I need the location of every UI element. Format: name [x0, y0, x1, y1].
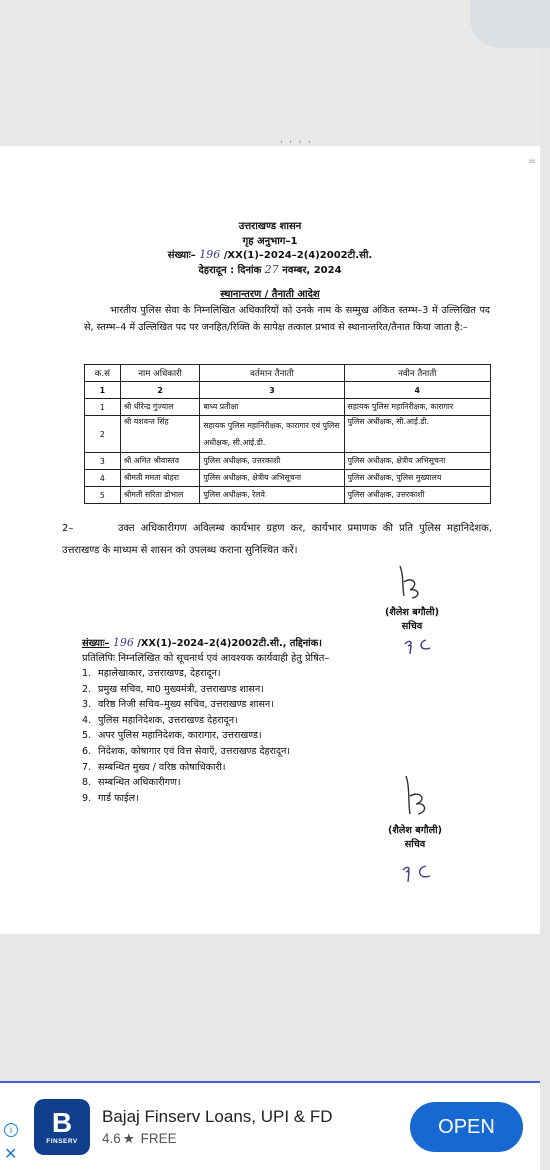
- document-page: [0, 140, 540, 934]
- ad-rating-line: [102, 1131, 177, 1147]
- cell-name: श्री अमित श्रीवास्तव: [120, 453, 200, 470]
- list-item-text: महालेखाकार, उत्तराखण्ड, देहरादून।: [98, 668, 221, 679]
- logo-letter: B: [51, 1106, 73, 1138]
- list-item-number: 9.: [82, 792, 92, 804]
- copy-ref-handwritten: 196: [112, 636, 134, 649]
- date-handwritten: 27: [264, 263, 279, 276]
- cell-sno: 4: [85, 470, 121, 487]
- list-item-text: सम्बन्धित अधिकारीगण।: [98, 777, 181, 789]
- cell-sno: 1: [85, 399, 121, 416]
- cell-sno: 2: [85, 416, 121, 453]
- cell-new: पुलिस अधीक्षक, सी.आई.डी.: [344, 416, 491, 453]
- list-item-number: 8.: [82, 777, 92, 789]
- list-item-number: 2.: [82, 683, 92, 695]
- list-item-text: निदेशक, कोषागार एवं वित्त सेवाएँ, उत्तराखण्ड देहरादून।: [98, 745, 291, 757]
- header-sno: क.सं: [85, 365, 121, 382]
- list-item: [82, 791, 290, 807]
- list-item-text: अपर पुलिस महानिदेशक, कारागार, उत्तराखण्ड।: [98, 730, 262, 742]
- cell-sno: 5: [85, 487, 121, 504]
- scroll-marker: =: [527, 156, 536, 167]
- copy-list: [82, 666, 290, 806]
- signature-scribble-1: [392, 562, 432, 602]
- logo-text: FINSERV: [46, 1137, 78, 1145]
- signatory-name: (शैलेश बगौली): [384, 607, 439, 618]
- table-number-row: [85, 382, 491, 399]
- copy-intro: प्रतिलिपिः निम्नलिखित को सूचनार्थ एवं आवश्यक कार्यवाही हेतु प्रेषित–: [82, 653, 330, 664]
- ref-suffix: /XX(1)–2024–2(4)2002टी.सी.: [223, 250, 373, 261]
- para-2-number: 2–: [62, 523, 74, 534]
- list-item-number: 5.: [82, 730, 92, 742]
- header-current: वर्तमान तैनाती: [200, 365, 344, 382]
- table-row: [85, 399, 491, 416]
- date-suffix: नवम्बर, 2024: [282, 265, 342, 276]
- table-row: [85, 416, 491, 453]
- transfer-table: [84, 364, 491, 504]
- cell-new: पुलिस अधीक्षक, उत्तरकाशी: [344, 487, 491, 504]
- ref-handwritten: 196: [199, 248, 221, 261]
- ad-price: FREE: [140, 1131, 177, 1146]
- list-item-text: सम्बन्धित मुख्य / वरिष्ठ कोषाधिकारी।: [98, 761, 226, 773]
- cell-name: श्रीमती सरिता डोभाल: [120, 487, 200, 504]
- open-button[interactable]: OPEN: [410, 1102, 523, 1152]
- list-item-number: 3.: [82, 699, 92, 711]
- dept-heading: गृह अनुभाग–1: [242, 236, 298, 247]
- signatory-1: [372, 606, 452, 634]
- cell-new: सहायक पुलिस महानिरीक्षक, कारागार: [344, 399, 491, 416]
- place-date-prefix: देहरादून : दिनांक: [198, 265, 262, 276]
- signatory-title: सचिव: [401, 621, 423, 632]
- copy-ref: [82, 636, 322, 649]
- app-logo[interactable]: [34, 1099, 90, 1155]
- close-icon[interactable]: ✕: [4, 1146, 18, 1163]
- table-row: [85, 470, 491, 487]
- col-number: 1: [85, 382, 121, 399]
- para-2: [62, 518, 492, 562]
- star-icon: ★: [122, 1131, 135, 1146]
- gov-heading: उत्तराखण्ड शासन: [238, 221, 302, 232]
- copy-ref-suffix: /XX(1)–2024–2(4)2002टी.सी., तद्दिनांक।: [137, 638, 322, 649]
- cell-current: पुलिस अधीक्षक, क्षेत्रीय अभिसूचना: [200, 470, 344, 487]
- list-item: [82, 775, 290, 791]
- col-number: 2: [120, 382, 200, 399]
- cell-new: पुलिस अधीक्षक, पुलिस मुख्यालय: [344, 470, 491, 487]
- intro-text: भारतीय पुलिस सेवा के निम्नलिखित अधिकारियों को उनके नाम के सम्मुख अंकित स्तम्भ–3 में उल्लिखित पद से, स्तम्भ–4 में उल्लिखित पद पर जनहित/रिक्ति के सापेक्ष तत्काल प्रभाव से स्थानान्तरित/तैनात किया जाता है:–: [84, 305, 490, 333]
- list-item: [82, 744, 290, 760]
- ref-number: [0, 247, 540, 261]
- list-item-number: 7.: [82, 761, 92, 773]
- signature-scribble-2: [398, 774, 438, 818]
- place-date: [0, 262, 540, 276]
- cell-current: बाध्य प्रतीक्षा: [200, 399, 344, 416]
- cell-name: श्री धीरेन्द्र गुंज्याल: [120, 399, 200, 416]
- info-icon[interactable]: i: [4, 1123, 18, 1137]
- intro-paragraph: [84, 302, 490, 336]
- cell-sno: 3: [85, 453, 121, 470]
- cell-current: पुलिस अधीक्षक, उत्तरकाशी: [200, 453, 344, 470]
- list-item-number: 4.: [82, 714, 92, 726]
- initials-scribble-1: [402, 636, 434, 656]
- header-name: नाम अधिकारी: [120, 365, 200, 382]
- cell-new: पुलिस अधीक्षक, क्षेत्रीय अभिसूचना: [344, 453, 491, 470]
- copy-ref-prefix: संख्याः–: [82, 638, 110, 649]
- scan-artifact: ' ' ' ': [280, 140, 313, 150]
- cell-current: पुलिस अधीक्षक, रेलवे: [200, 487, 344, 504]
- signatory-2: [374, 824, 456, 852]
- top-blank-area: [0, 0, 540, 146]
- cell-name: श्रीमती ममता बोहरा: [120, 470, 200, 487]
- cell-current: सहायक पुलिस महानिरीक्षक, कारागार एवं पुलिस अधीक्षक, सी.आई.डी.: [200, 416, 344, 453]
- ad-rating: 4.6: [102, 1131, 121, 1146]
- col-number: 3: [200, 382, 344, 399]
- list-item-text: प्रमुख सचिव, मा0 मुख्यमंत्री, उत्तराखण्ड शासन।: [98, 683, 264, 695]
- cell-name: श्री यशवन्त सिंह: [120, 416, 200, 453]
- list-item: [82, 666, 290, 682]
- list-item: [82, 713, 290, 729]
- ad-banner[interactable]: [0, 1083, 540, 1170]
- ad-title[interactable]: Bajaj Finserv Loans, UPI & FD: [102, 1107, 333, 1126]
- list-item-text: वरिष्ठ निजी सचिव–मुख्य सचिव, उत्तराखण्ड शासन।: [98, 699, 274, 711]
- header-new: नवीन तैनाती: [344, 365, 491, 382]
- list-item-number: 1.: [82, 668, 92, 679]
- top-right-shape: [470, 0, 550, 48]
- initials-scribble-2: [400, 862, 434, 884]
- signatory-title: सचिव: [404, 839, 426, 850]
- ref-prefix: संख्याः–: [167, 250, 196, 261]
- table-header-row: [85, 365, 491, 382]
- list-item-text: गार्ड फाईल।: [98, 792, 139, 804]
- list-item-number: 6.: [82, 745, 92, 757]
- subject-heading: स्थानान्तरण / तैनाती आदेश: [220, 289, 320, 300]
- list-item: [82, 697, 290, 713]
- table-row: [85, 453, 491, 470]
- signatory-name: (शैलेश बगौली): [387, 825, 442, 836]
- col-number: 4: [344, 382, 491, 399]
- para-2-text: उक्त अधिकारीगण अविलम्ब कार्यभार ग्रहण कर, कार्यभार प्रमाणक की प्रति पुलिस महानिदेशक, उत्तराखण्ड के माध्यम से शासन को उपलब्ध कराना सुनिश्चित करें।: [62, 523, 492, 556]
- list-item-text: पुलिस महानिदेशक, उत्तराखण्ड देहरादून।: [98, 714, 238, 726]
- list-item: [82, 760, 290, 776]
- list-item: [82, 682, 290, 698]
- list-item: [82, 728, 290, 744]
- table-row: [85, 487, 491, 504]
